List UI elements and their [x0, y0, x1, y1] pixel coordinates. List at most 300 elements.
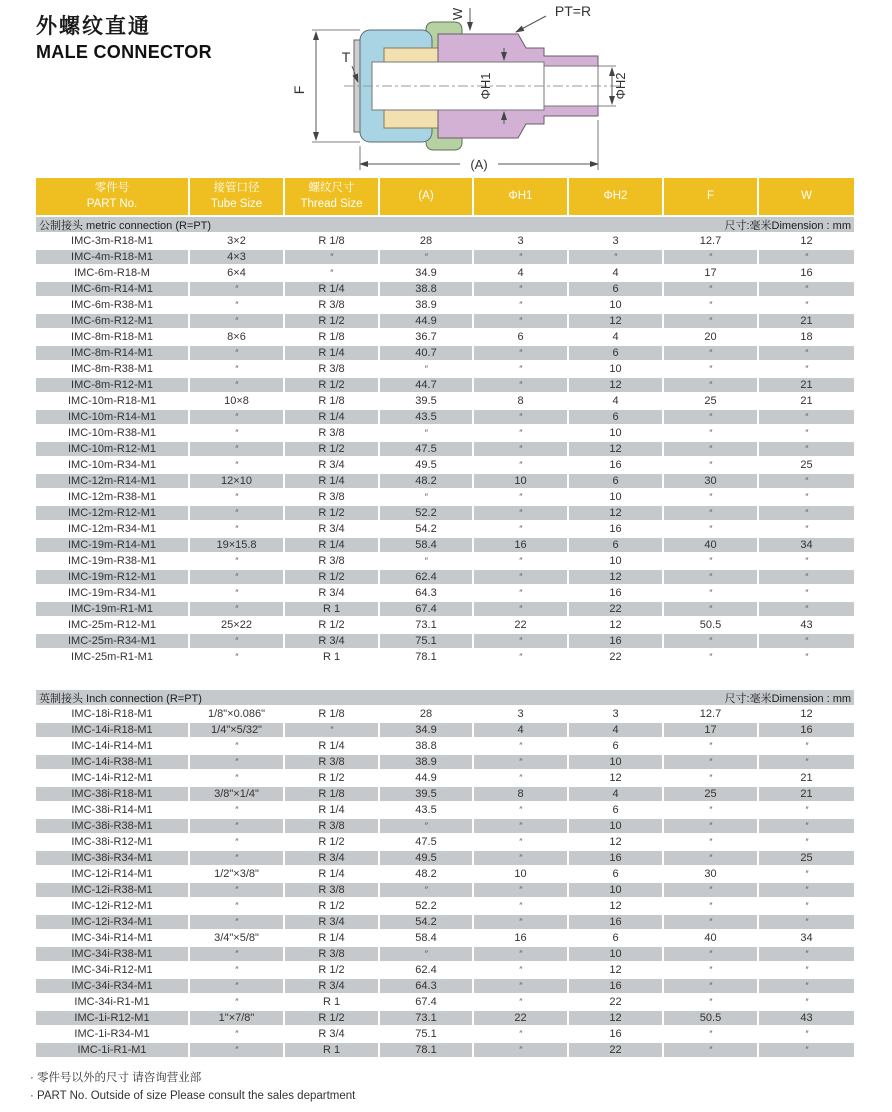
table-row [36, 633, 854, 649]
dim-w-cell: ″ [758, 834, 854, 850]
dim-w-cell: ″ [758, 898, 854, 914]
thread-size-cell: R 3/8 [284, 297, 379, 313]
dim-h2-cell: 4 [568, 722, 663, 738]
dim-h1-cell: ″ [473, 489, 568, 505]
dim-f-cell: 40 [663, 537, 758, 553]
tube-size-cell: ″ [189, 834, 284, 850]
dim-h2-cell: 6 [568, 930, 663, 946]
dim-h2-cell: 16 [568, 633, 663, 649]
part-no-cell: IMC-10m-R12-M1 [36, 441, 189, 457]
dim-h1-cell: ″ [473, 978, 568, 994]
thread-size-cell: R 1/8 [284, 786, 379, 802]
dim-h2-cell: 22 [568, 601, 663, 617]
part-no-cell: IMC-1i-R34-M1 [36, 1026, 189, 1042]
dim-h1-cell: ″ [473, 962, 568, 978]
thread-size-cell: R 3/8 [284, 946, 379, 962]
dim-w-cell: ″ [758, 505, 854, 521]
dim-a-cell: ″ [379, 489, 473, 505]
table-row [36, 393, 854, 409]
table-row [36, 1042, 854, 1058]
dim-h2-cell: 10 [568, 489, 663, 505]
dim-f-cell: ″ [663, 585, 758, 601]
part-no-cell: IMC-19m-R34-M1 [36, 585, 189, 601]
dim-h1-cell: ″ [473, 345, 568, 361]
thread-size-cell: R 3/4 [284, 1026, 379, 1042]
dim-h2-cell: 16 [568, 585, 663, 601]
dim-a-cell: 62.4 [379, 962, 473, 978]
dim-h2-cell: 6 [568, 473, 663, 489]
part-no-cell: IMC-8m-R14-M1 [36, 345, 189, 361]
dim-h2-cell: 10 [568, 553, 663, 569]
table-row [36, 649, 854, 665]
dim-a-cell: 78.1 [379, 649, 473, 665]
table-row [36, 521, 854, 537]
thread-size-cell: R 3/8 [284, 882, 379, 898]
part-no-cell: IMC-14i-R14-M1 [36, 738, 189, 754]
dim-h1-cell: ″ [473, 898, 568, 914]
thread-size-cell: R 1/2 [284, 617, 379, 633]
dim-a-cell: 38.9 [379, 754, 473, 770]
table-row [36, 770, 854, 786]
dim-h1-cell: ″ [473, 994, 568, 1010]
dim-f-cell: ″ [663, 738, 758, 754]
dim-a-cell: 58.4 [379, 930, 473, 946]
dim-a-cell: 28 [379, 706, 473, 722]
dim-f-cell: ″ [663, 553, 758, 569]
thread-size-cell: R 1/8 [284, 393, 379, 409]
spec-table-inch [36, 690, 854, 1059]
table-row [36, 377, 854, 393]
thread-size-cell: R 1/4 [284, 802, 379, 818]
dim-h1-cell: ″ [473, 249, 568, 265]
tube-size-cell: 25×22 [189, 617, 284, 633]
part-no-cell: IMC-14i-R38-M1 [36, 754, 189, 770]
dim-h2-cell: 12 [568, 313, 663, 329]
dim-w-cell: 25 [758, 457, 854, 473]
dim-w-cell: ″ [758, 345, 854, 361]
part-no-cell: IMC-10m-R18-M1 [36, 393, 189, 409]
thread-size-cell: R 1 [284, 649, 379, 665]
dim-h1-cell: ″ [473, 441, 568, 457]
dim-f-cell: 40 [663, 930, 758, 946]
table-row [36, 754, 854, 770]
thread-size-cell: ″ [284, 722, 379, 738]
dim-f-cell: 17 [663, 265, 758, 281]
tube-size-cell: ″ [189, 297, 284, 313]
table-row [36, 457, 854, 473]
part-no-cell: IMC-8m-R38-M1 [36, 361, 189, 377]
col-header-dim-f: F [663, 178, 758, 216]
dim-h2-cell: 16 [568, 914, 663, 930]
dim-f-cell: ″ [663, 489, 758, 505]
part-no-cell: IMC-10m-R38-M1 [36, 425, 189, 441]
dim-h2-cell: 12 [568, 377, 663, 393]
tube-size-cell: ″ [189, 994, 284, 1010]
tube-size-cell: 8×6 [189, 329, 284, 345]
tube-size-cell: ″ [189, 313, 284, 329]
tube-size-cell: ″ [189, 457, 284, 473]
dim-a-cell: 52.2 [379, 505, 473, 521]
dim-w-cell: ″ [758, 489, 854, 505]
section-label: 英制接头 Inch connection (R=PT) [39, 692, 202, 705]
dim-h1-cell: 16 [473, 537, 568, 553]
part-no-cell: IMC-19m-R14-M1 [36, 537, 189, 553]
dim-a-cell: 54.2 [379, 914, 473, 930]
dim-h1-cell: 3 [473, 706, 568, 722]
part-no-cell: IMC-19m-R38-M1 [36, 553, 189, 569]
spec-header-row [36, 178, 854, 216]
dim-h2-cell: 10 [568, 361, 663, 377]
thread-size-cell: R 1/4 [284, 537, 379, 553]
tube-size-cell: ″ [189, 962, 284, 978]
dim-f-cell: 17 [663, 722, 758, 738]
dim-w-cell: ″ [758, 818, 854, 834]
dim-h2-cell: 6 [568, 537, 663, 553]
thread-size-cell: R 3/4 [284, 521, 379, 537]
dim-f-cell: ″ [663, 649, 758, 665]
tube-size-cell: ″ [189, 633, 284, 649]
dim-h1-cell: 22 [473, 1010, 568, 1026]
dim-w-cell: 21 [758, 377, 854, 393]
dim-h2-cell: 16 [568, 521, 663, 537]
dim-f-cell: ″ [663, 914, 758, 930]
dim-w-cell: ″ [758, 441, 854, 457]
dim-f-cell: ″ [663, 425, 758, 441]
dim-h2-cell: 4 [568, 329, 663, 345]
bore-h2 [544, 66, 598, 106]
dim-h2-cell: 10 [568, 818, 663, 834]
dim-h2-cell: 3 [568, 233, 663, 249]
dim-a-cell: 39.5 [379, 786, 473, 802]
part-no-cell: IMC-12i-R14-M1 [36, 866, 189, 882]
part-no-cell: IMC-38i-R38-M1 [36, 818, 189, 834]
thread-size-cell: R 3/4 [284, 585, 379, 601]
part-no-cell: IMC-8m-R12-M1 [36, 377, 189, 393]
table-row [36, 802, 854, 818]
dim-w-cell: ″ [758, 882, 854, 898]
table-row [36, 722, 854, 738]
thread-size-cell: R 3/8 [284, 553, 379, 569]
tube-size-cell: ″ [189, 754, 284, 770]
table-row [36, 249, 854, 265]
dim-f-cell: 30 [663, 866, 758, 882]
thread-size-cell: R 1/4 [284, 738, 379, 754]
table-row [36, 585, 854, 601]
dim-f-cell: ″ [663, 994, 758, 1010]
dim-f-cell: ″ [663, 834, 758, 850]
dim-f-cell: ″ [663, 457, 758, 473]
dim-a-cell: 75.1 [379, 633, 473, 649]
dim-w-cell: ″ [758, 601, 854, 617]
thread-size-cell: R 1/4 [284, 866, 379, 882]
dim-h2-cell: 10 [568, 946, 663, 962]
tube-size-cell: 10×8 [189, 393, 284, 409]
dim-w-cell: ″ [758, 802, 854, 818]
dim-w-cell: ″ [758, 297, 854, 313]
dim-w-cell: ″ [758, 914, 854, 930]
thread-size-cell: R 3/8 [284, 361, 379, 377]
thread-size-cell: R 1/2 [284, 898, 379, 914]
part-no-cell: IMC-34i-R38-M1 [36, 946, 189, 962]
table-row [36, 1010, 854, 1026]
part-no-cell: IMC-12i-R12-M1 [36, 898, 189, 914]
dim-f-cell: ″ [663, 802, 758, 818]
dim-h1-cell: ″ [473, 361, 568, 377]
table-row [36, 361, 854, 377]
label-h2: ΦH2 [613, 72, 628, 100]
thread-size-cell: R 1/4 [284, 473, 379, 489]
tube-size-cell: ″ [189, 649, 284, 665]
dim-f-cell: ″ [663, 409, 758, 425]
tube-size-cell: ″ [189, 585, 284, 601]
dim-h2-cell: ″ [568, 249, 663, 265]
footnote-english: · PART No. Outside of size Please consult the sales department [30, 1089, 356, 1102]
table-row [36, 505, 854, 521]
dim-w-cell: ″ [758, 1042, 854, 1058]
col-header-thread-size: 螺纹尺寸 Thread Size [284, 178, 379, 216]
dim-h2-cell: 12 [568, 569, 663, 585]
dim-a-cell: ″ [379, 361, 473, 377]
dim-a-cell: ″ [379, 425, 473, 441]
thread-size-cell: ″ [284, 249, 379, 265]
thread-size-cell: R 1/2 [284, 569, 379, 585]
dim-h2-cell: 12 [568, 505, 663, 521]
dim-f-cell: ″ [663, 754, 758, 770]
thread-size-cell: R 3/8 [284, 818, 379, 834]
part-no-cell: IMC-19m-R1-M1 [36, 601, 189, 617]
thread-size-cell: R 3/4 [284, 633, 379, 649]
tube-size-cell: ″ [189, 850, 284, 866]
dim-h1-cell: 16 [473, 930, 568, 946]
tube-size-cell: ″ [189, 978, 284, 994]
title-english: MALE CONNECTOR [36, 42, 212, 62]
dim-w-cell: 18 [758, 329, 854, 345]
tube-size-cell: 4×3 [189, 249, 284, 265]
dim-a-cell: 34.9 [379, 265, 473, 281]
thread-size-cell: R 1/2 [284, 505, 379, 521]
dim-a-cell: ″ [379, 249, 473, 265]
dim-w-cell: 43 [758, 1010, 854, 1026]
dim-w-cell: ″ [758, 994, 854, 1010]
thread-size-cell: R 1 [284, 1042, 379, 1058]
table-row [36, 569, 854, 585]
thread-size-cell: R 1/8 [284, 329, 379, 345]
label-h1: ΦH1 [478, 72, 493, 100]
part-no-cell: IMC-34i-R12-M1 [36, 962, 189, 978]
dim-h1-cell: ″ [473, 521, 568, 537]
dim-a-cell: 73.1 [379, 617, 473, 633]
thread-size-cell: R 1/4 [284, 930, 379, 946]
dim-h1-cell: ″ [473, 1026, 568, 1042]
dim-f-cell: ″ [663, 569, 758, 585]
tube-size-cell: ″ [189, 409, 284, 425]
thread-size-cell: R 1 [284, 601, 379, 617]
dim-h2-cell: 12 [568, 962, 663, 978]
footnote-chinese: · 零件号以外的尺寸 请咨询营业部 [30, 1072, 202, 1084]
part-no-cell: IMC-3m-R18-M1 [36, 233, 189, 249]
dim-h1-cell: ″ [473, 946, 568, 962]
tube-size-cell: ″ [189, 281, 284, 297]
dim-w-cell: 25 [758, 850, 854, 866]
dim-w-cell: 16 [758, 722, 854, 738]
dim-h1-cell: ″ [473, 601, 568, 617]
table-row [36, 345, 854, 361]
tube-size-cell: ″ [189, 914, 284, 930]
dim-f-cell: ″ [663, 946, 758, 962]
col-header-dim-a: (A) [379, 178, 473, 216]
table-row [36, 441, 854, 457]
table-row [36, 329, 854, 345]
dim-h2-cell: 22 [568, 649, 663, 665]
part-no-cell: IMC-8m-R18-M1 [36, 329, 189, 345]
section-bar [36, 690, 854, 706]
dim-w-cell: 21 [758, 313, 854, 329]
dim-h1-cell: ″ [473, 633, 568, 649]
dim-h1-cell: 10 [473, 473, 568, 489]
table-row [36, 489, 854, 505]
table-row [36, 313, 854, 329]
tube-size-cell: ″ [189, 1042, 284, 1058]
part-no-cell: IMC-14i-R18-M1 [36, 722, 189, 738]
thread-size-cell: R 1/4 [284, 345, 379, 361]
table-row [36, 962, 854, 978]
dim-f-cell: ″ [663, 601, 758, 617]
dim-w-cell: ″ [758, 281, 854, 297]
dim-w-cell: ″ [758, 978, 854, 994]
col-header-part-no: 零件号 PART No. [36, 178, 189, 216]
table-row [36, 409, 854, 425]
dim-h2-cell: 12 [568, 770, 663, 786]
dim-h1-cell: 4 [473, 722, 568, 738]
tube-size-cell: ″ [189, 361, 284, 377]
dim-h2-cell: 12 [568, 834, 663, 850]
dim-a-cell: 43.5 [379, 409, 473, 425]
table-row [36, 553, 854, 569]
tube-size-cell: 1/2"×3/8" [189, 866, 284, 882]
dim-f-cell: ″ [663, 818, 758, 834]
table-row [36, 281, 854, 297]
dim-a-cell: 47.5 [379, 834, 473, 850]
dim-a-cell: ″ [379, 946, 473, 962]
thread-size-cell: R 3/8 [284, 489, 379, 505]
dim-w-cell: ″ [758, 553, 854, 569]
dim-h2-cell: 4 [568, 786, 663, 802]
dim-w-cell: ″ [758, 866, 854, 882]
dim-w-cell: ″ [758, 409, 854, 425]
part-no-cell: IMC-10m-R34-M1 [36, 457, 189, 473]
thread-size-cell: R 1/2 [284, 962, 379, 978]
part-no-cell: IMC-34i-R34-M1 [36, 978, 189, 994]
dim-a-cell: 44.9 [379, 770, 473, 786]
table-row [36, 994, 854, 1010]
dim-h1-cell: ″ [473, 649, 568, 665]
thread-size-cell: R 1/2 [284, 313, 379, 329]
part-no-cell: IMC-12m-R12-M1 [36, 505, 189, 521]
dim-w-cell: ″ [758, 473, 854, 489]
dim-h2-cell: 10 [568, 882, 663, 898]
dim-f-cell: ″ [663, 850, 758, 866]
thread-size-cell: ″ [284, 265, 379, 281]
dim-a-cell: ″ [379, 882, 473, 898]
dim-f-cell: ″ [663, 521, 758, 537]
dim-f-cell: ″ [663, 441, 758, 457]
dim-h1-cell: ″ [473, 738, 568, 754]
dim-a-cell: 64.3 [379, 978, 473, 994]
dim-a-cell: 54.2 [379, 521, 473, 537]
dim-h1-cell: ″ [473, 281, 568, 297]
dim-h1-cell: ″ [473, 457, 568, 473]
table-row [36, 818, 854, 834]
dim-h1-cell: 8 [473, 393, 568, 409]
dim-a-cell: 36.7 [379, 329, 473, 345]
title-chinese: 外螺纹直通 [36, 15, 151, 38]
part-no-cell: IMC-6m-R14-M1 [36, 281, 189, 297]
tube-size-cell: 12×10 [189, 473, 284, 489]
dim-f-cell: ″ [663, 249, 758, 265]
col-header-dim-w: W [758, 178, 854, 216]
thread-size-cell: R 1/2 [284, 834, 379, 850]
dim-f-cell: ″ [663, 898, 758, 914]
dim-h1-cell: ″ [473, 313, 568, 329]
table-row [36, 786, 854, 802]
tube-size-cell: 6×4 [189, 265, 284, 281]
dim-a-cell: 49.5 [379, 457, 473, 473]
tube-size-cell: ″ [189, 898, 284, 914]
dim-h2-cell: 16 [568, 1026, 663, 1042]
dim-h1-cell: 6 [473, 329, 568, 345]
thread-size-cell: R 3/4 [284, 978, 379, 994]
part-no-cell: IMC-18i-R18-M1 [36, 706, 189, 722]
dim-h2-cell: 6 [568, 802, 663, 818]
table-row [36, 425, 854, 441]
part-no-cell: IMC-38i-R18-M1 [36, 786, 189, 802]
table-row [36, 706, 854, 722]
dim-w-cell: ″ [758, 249, 854, 265]
part-no-cell: IMC-25m-R34-M1 [36, 633, 189, 649]
connector-cross-section [288, 0, 632, 176]
dim-f-cell: 50.5 [663, 1010, 758, 1026]
dim-h1-cell: ″ [473, 770, 568, 786]
thread-size-cell: R 3/4 [284, 457, 379, 473]
dim-h2-cell: 12 [568, 441, 663, 457]
tube-size-cell: ″ [189, 946, 284, 962]
part-no-cell: IMC-1i-R12-M1 [36, 1010, 189, 1026]
dim-h1-cell: 10 [473, 866, 568, 882]
label-a: (A) [470, 157, 488, 172]
dim-h2-cell: 10 [568, 297, 663, 313]
part-no-cell: IMC-6m-R18-M [36, 265, 189, 281]
dim-h1-cell: ″ [473, 818, 568, 834]
dim-h1-cell: ″ [473, 425, 568, 441]
tube-size-cell: ″ [189, 770, 284, 786]
tube-size-cell: 19×15.8 [189, 537, 284, 553]
table-row [36, 898, 854, 914]
dim-w-cell: 43 [758, 617, 854, 633]
table-row [36, 617, 854, 633]
dim-w-cell: 34 [758, 537, 854, 553]
dim-f-cell: ″ [663, 633, 758, 649]
dim-f-cell: 25 [663, 393, 758, 409]
part-no-cell: IMC-12i-R38-M1 [36, 882, 189, 898]
table-row [36, 233, 854, 249]
section-label: 公制接头 metric connection (R=PT) [39, 219, 212, 232]
thread-size-cell: R 1/8 [284, 233, 379, 249]
part-no-cell: IMC-38i-R14-M1 [36, 802, 189, 818]
dim-h2-cell: 16 [568, 850, 663, 866]
dim-h2-cell: 3 [568, 706, 663, 722]
tube-size-cell: 1/4"×5/32" [189, 722, 284, 738]
dim-h1-cell: ″ [473, 834, 568, 850]
